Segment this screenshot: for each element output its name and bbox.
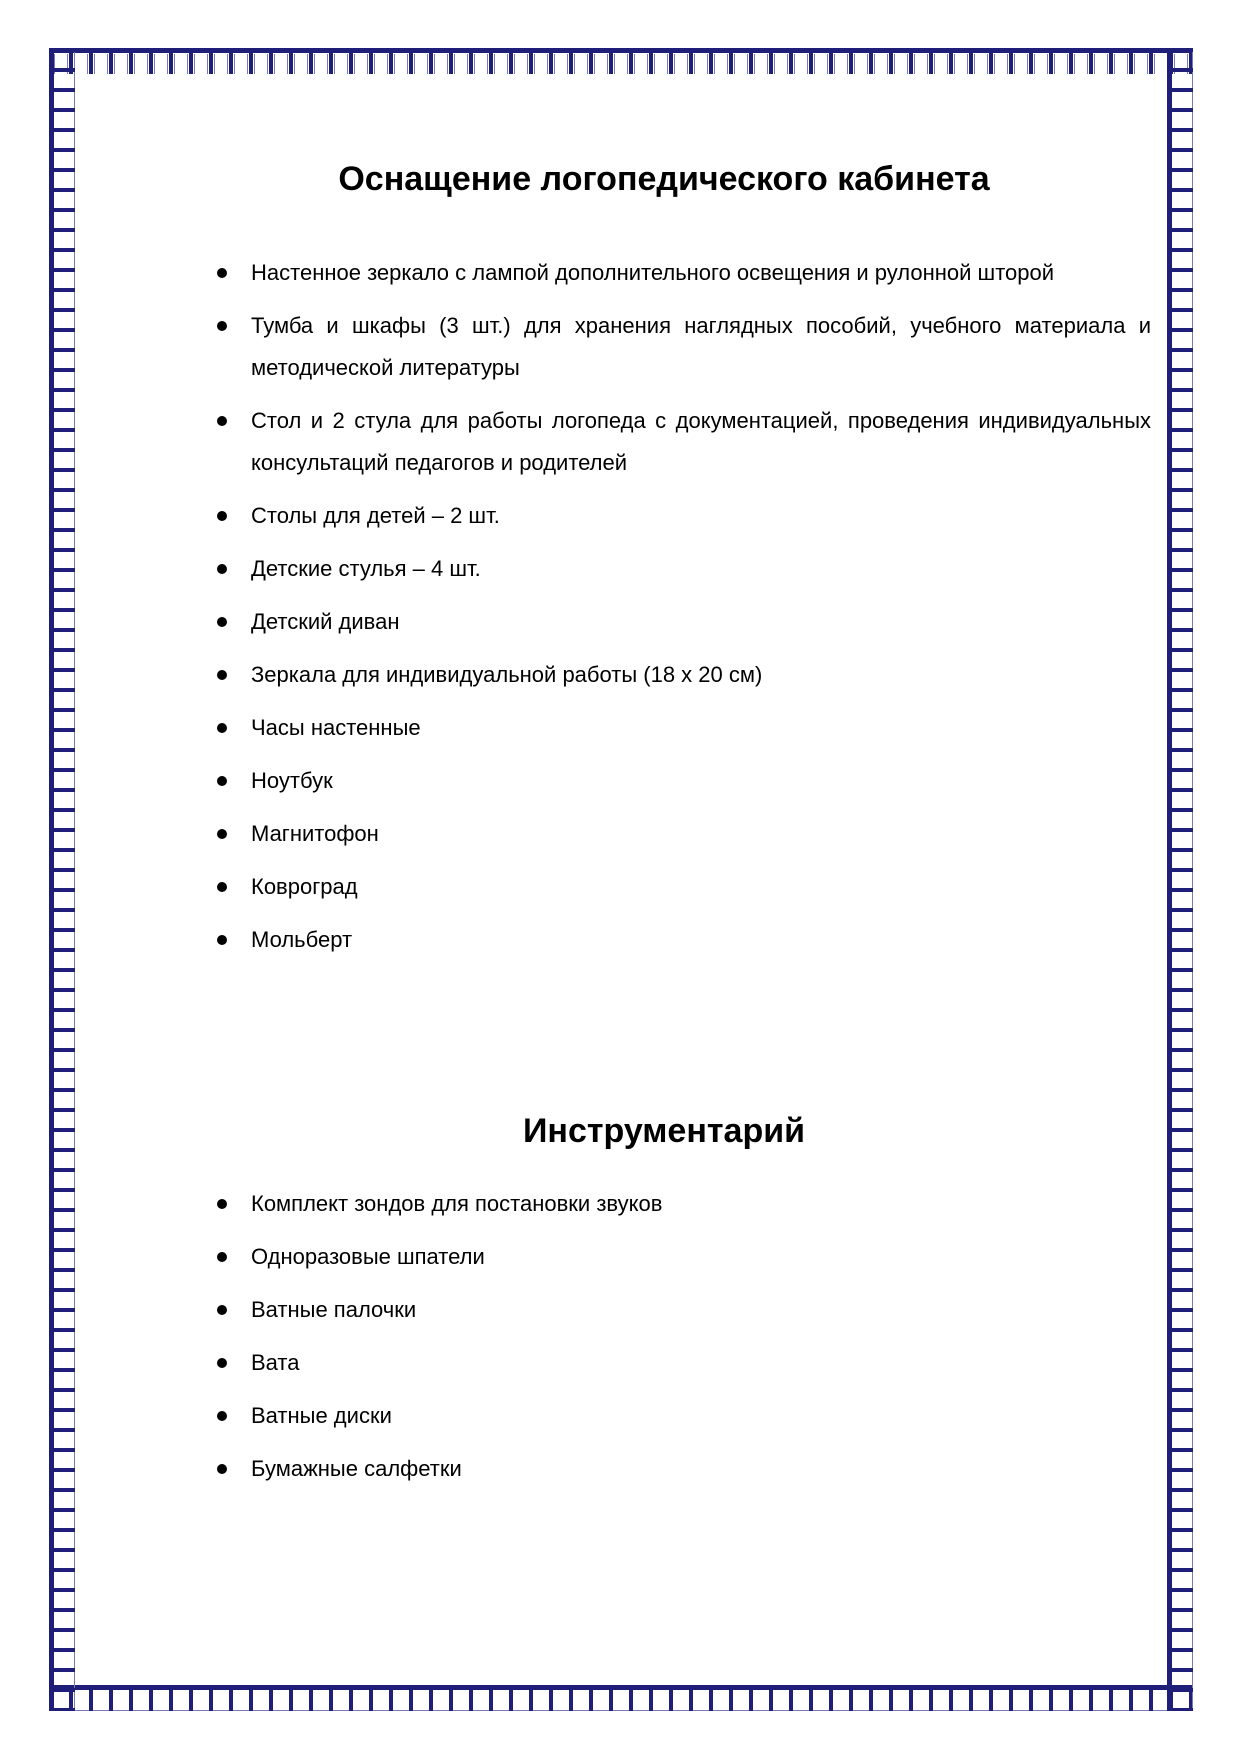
list-item (213, 707, 1151, 749)
list-item-text: Часы настенные (251, 715, 421, 740)
list-item (213, 1236, 1151, 1278)
bullet-icon (217, 416, 227, 426)
bullet-icon (217, 935, 227, 945)
list-item (213, 305, 1151, 389)
bullet-icon (217, 1464, 227, 1474)
list-item-text: Детские стулья – 4 шт. (251, 556, 481, 581)
list-item-text: Детский диван (251, 609, 400, 634)
bullet-icon (217, 829, 227, 839)
list-item (213, 1342, 1151, 1384)
bullet-icon (217, 1305, 227, 1315)
list-item-text: Настенное зеркало с лампой дополнительного освещения и рулонной шторой (251, 260, 1055, 285)
list-item-text: Столы для детей – 2 шт. (251, 503, 500, 528)
list-item (213, 654, 1151, 696)
list-item (213, 760, 1151, 802)
list-item-text: Одноразовые шпатели (251, 1244, 485, 1269)
list-item-text: Тумба и шкафы (3 шт.) для хранения наглядных пособий, учебного материала и методической литературы (251, 313, 1151, 380)
bullet-icon (217, 511, 227, 521)
bullet-icon (217, 1199, 227, 1209)
list-item (213, 495, 1151, 537)
list-item-text: Ковроград (251, 874, 358, 899)
list-item-text: Ватные диски (251, 1403, 392, 1428)
bullet-icon (217, 882, 227, 892)
bullet-icon (217, 670, 227, 680)
list-item (213, 548, 1151, 590)
equipment-list (213, 252, 1151, 972)
list-item-text: Мольберт (251, 927, 353, 952)
list-item (213, 601, 1151, 643)
list-item-text: Бумажные салфетки (251, 1456, 462, 1481)
list-item (213, 1448, 1151, 1490)
list-item-text: Ватные палочки (251, 1297, 417, 1322)
list-item-text: Ноутбук (251, 768, 333, 793)
bullet-icon (217, 1358, 227, 1368)
bullet-icon (217, 564, 227, 574)
bullet-icon (217, 617, 227, 627)
list-item (213, 252, 1151, 294)
list-item (213, 1289, 1151, 1331)
list-item (213, 400, 1151, 484)
bullet-icon (217, 1252, 227, 1262)
section-title-instruments: Инструментарий (522, 1112, 806, 1150)
list-item (213, 1183, 1151, 1225)
instruments-list (213, 1183, 1151, 1501)
list-item-text: Вата (251, 1350, 300, 1375)
list-item-text: Зеркала для индивидуальной работы (18 х 20 см) (251, 662, 763, 687)
bullet-icon (217, 321, 227, 331)
list-item (213, 813, 1151, 855)
list-item (213, 1395, 1151, 1437)
list-item-text: Стол и 2 стула для работы логопеда с документацией, проведения индивидуальных консультаций педагогов и родителей (251, 408, 1151, 475)
bullet-icon (217, 1411, 227, 1421)
list-item (213, 866, 1151, 908)
section-title-equipment: Оснащение логопедического кабинета (338, 160, 990, 198)
bullet-icon (217, 723, 227, 733)
list-item-text: Магнитофон (251, 821, 379, 846)
list-item-text: Комплект зондов для постановки звуков (251, 1191, 663, 1216)
list-item (213, 919, 1151, 961)
bullet-icon (217, 776, 227, 786)
bullet-icon (217, 268, 227, 278)
